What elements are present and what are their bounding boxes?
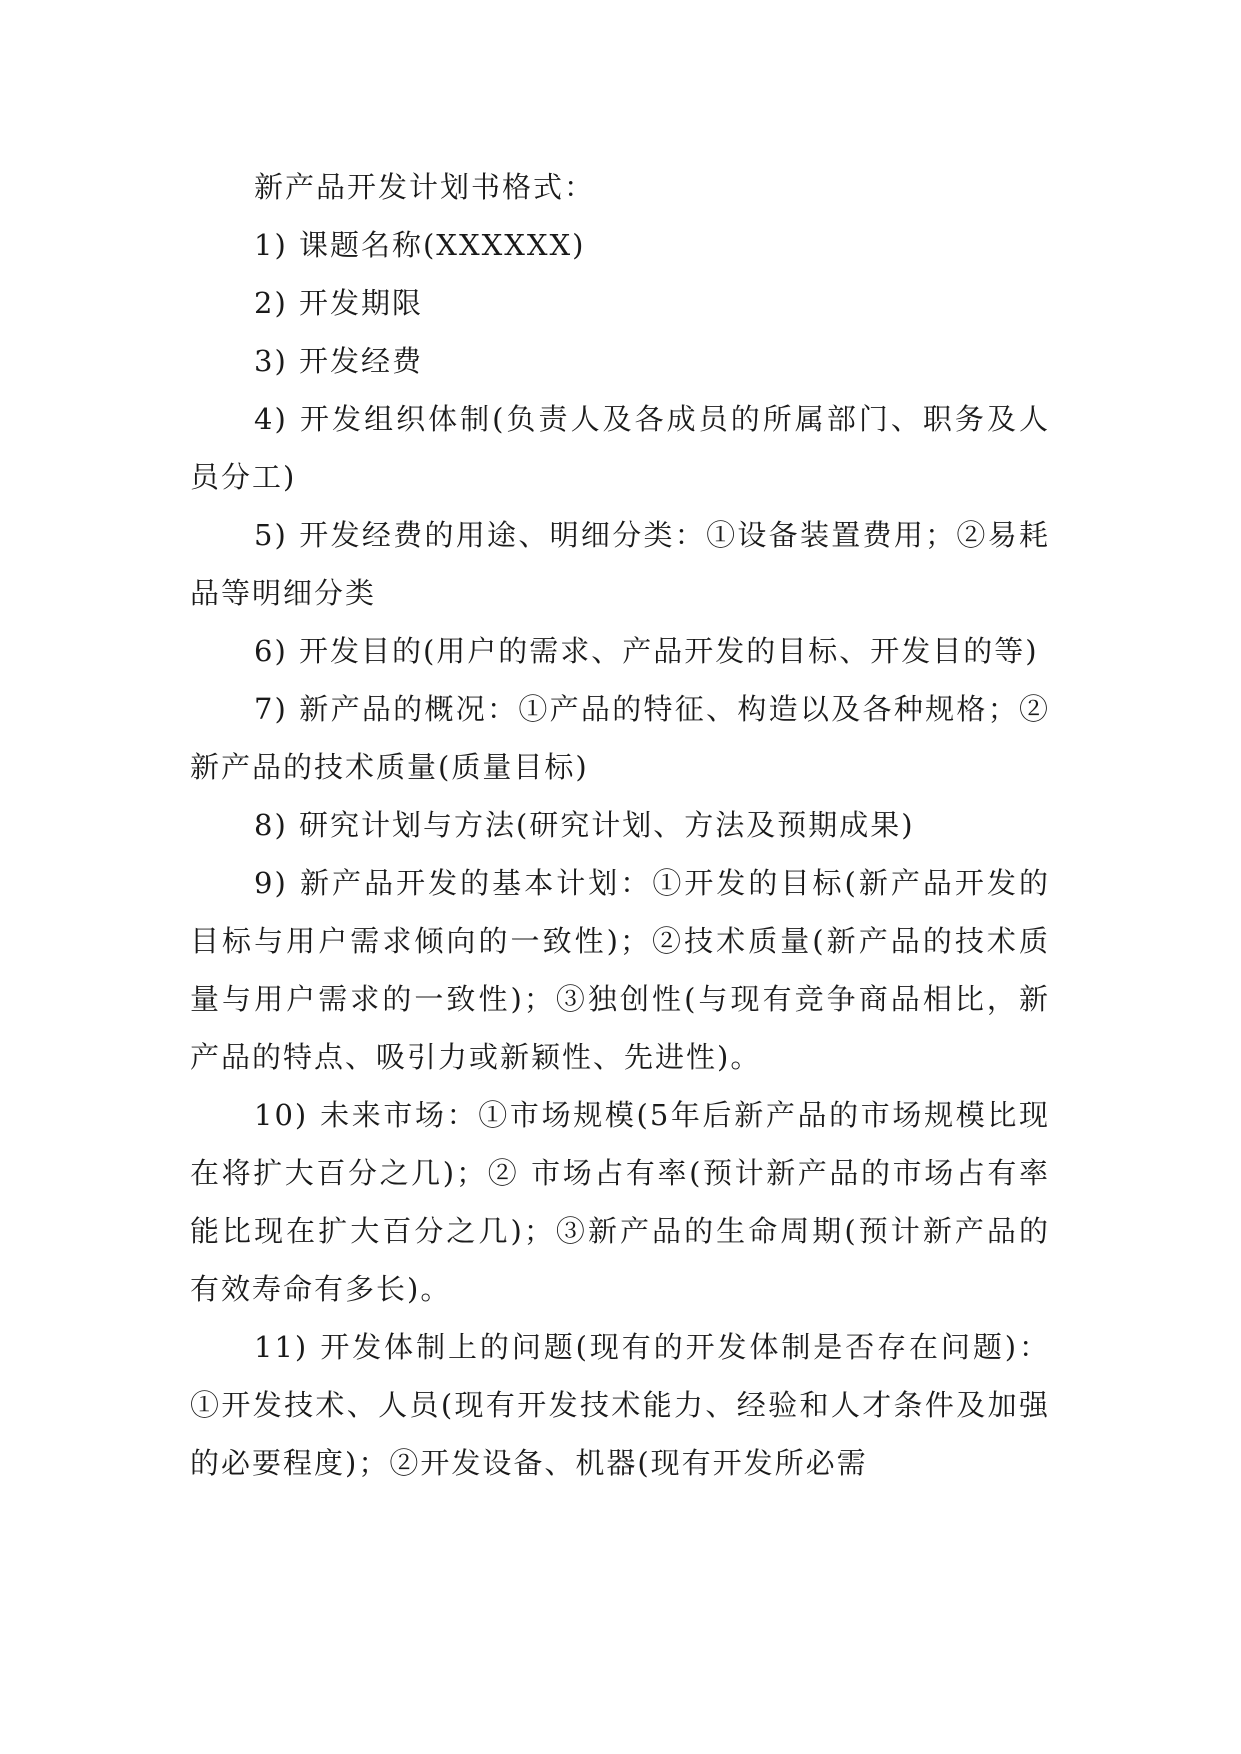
item-development-budget: 3) 开发经费	[254, 344, 423, 378]
item-product-overview: 7) 新产品的概况：①产品的特征、构造以及各种规格；②新产品的技术质量(质量目标)	[190, 692, 1050, 784]
item-research-plan: 8) 研究计划与方法(研究计划、方法及预期成果)	[254, 808, 915, 842]
document-title-line: 新产品开发计划书格式：	[254, 170, 596, 204]
item-budget-usage: 5) 开发经费的用途、明细分类：①设备装置费用；②易耗品等明细分类	[190, 518, 1050, 610]
item-future-market: 10) 未来市场：①市场规模(5年后新产品的市场规模比现在将扩大百分之几)；② 市场占有率(预计新产品的市场占有率能比现在扩大百分之几)；③新产品的生命周期(预计新产品的有效寿命有多长)。	[190, 1098, 1050, 1306]
item-development-period: 2) 开发期限	[254, 286, 423, 320]
item-organization: 4) 开发组织体制(负责人及各成员的所属部门、职务及人员分工)	[190, 402, 1050, 494]
item-development-purpose: 6) 开发目的(用户的需求、产品开发的目标、开发目的等)	[254, 634, 1039, 668]
item-organizational-issues: 11) 开发体制上的问题(现有的开发体制是否存在问题)：①开发技术、人员(现有开发技术能力、经验和人才条件及加强的必要程度)；②开发设备、机器(现有开发所必需	[190, 1330, 1050, 1480]
document-body	[190, 158, 1050, 1492]
item-basic-plan: 9) 新产品开发的基本计划：①开发的目标(新产品开发的目标与用户需求倾向的一致性)；②技术质量(新产品的技术质量与用户需求的一致性)；③独创性(与现有竞争商品相比，新产品的特点、吸引力或新颖性、先进性)。	[190, 866, 1050, 1074]
item-topic-name: 1) 课题名称(XXXXXX)	[254, 228, 586, 262]
